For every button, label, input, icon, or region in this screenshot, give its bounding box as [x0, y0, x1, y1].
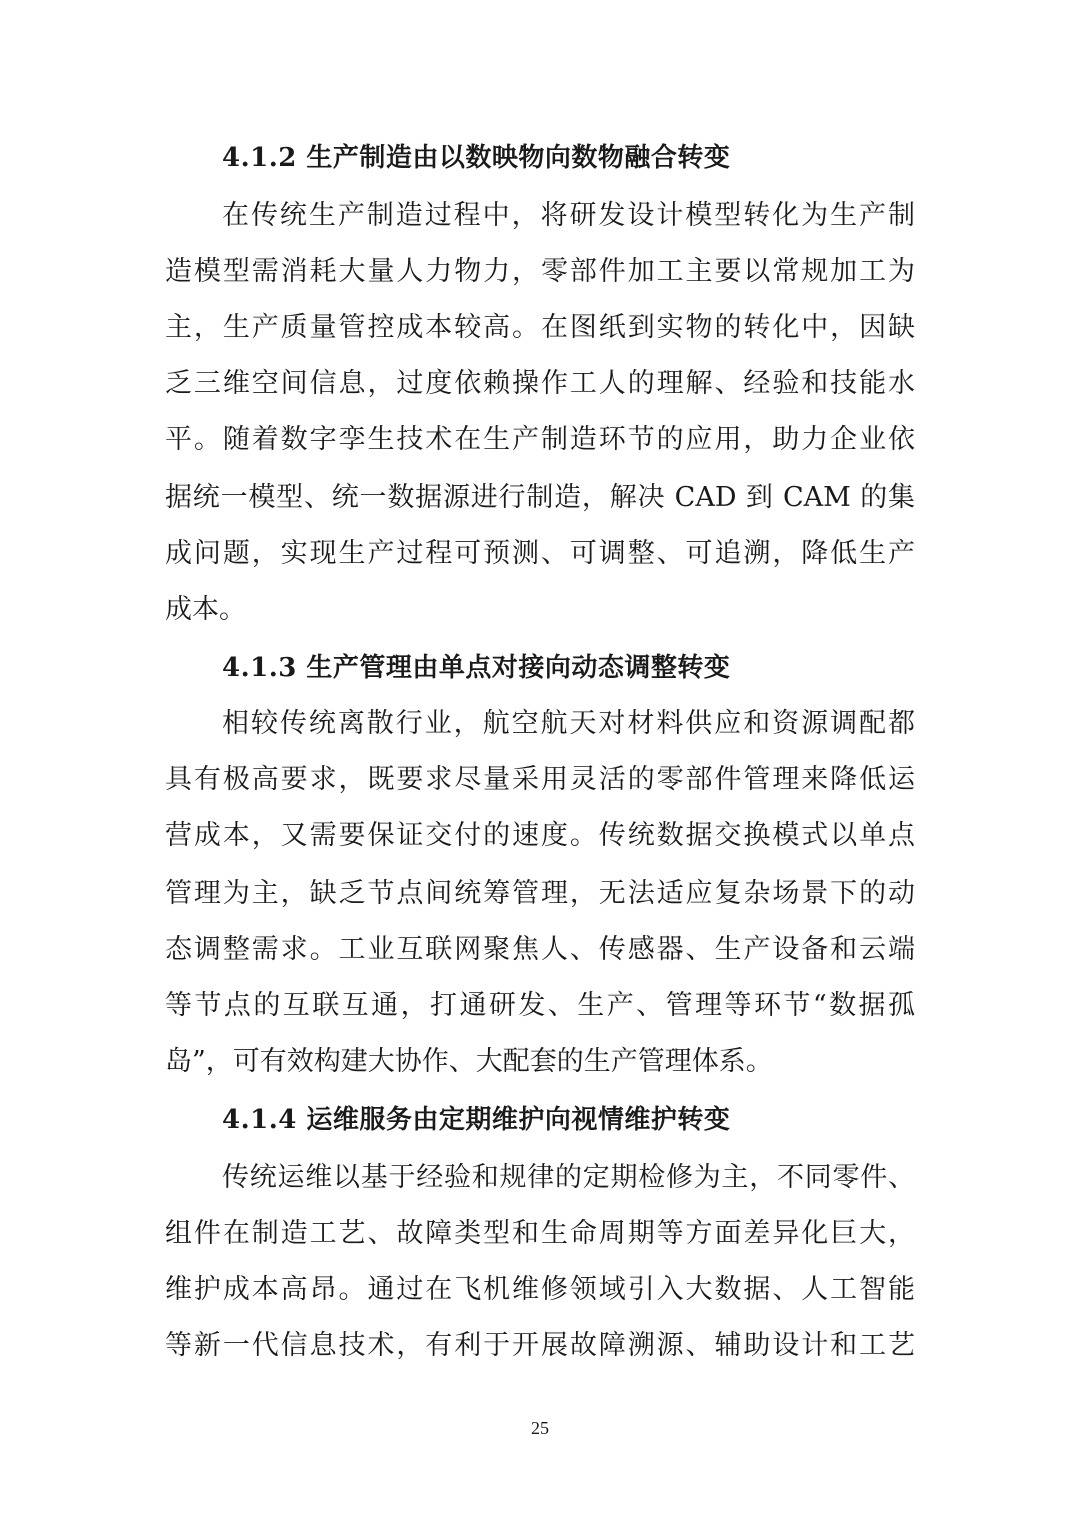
paragraph-line: 营成本，又需要保证交付的速度。传统数据交换模式以单点 [165, 820, 915, 851]
section-heading-4-1-3: 4.1.3 生产管理由单点对接向动态调整转变 [222, 653, 731, 683]
paragraph-line: 态调整需求。工业互联网聚焦人、传感器、生产设备和云端 [165, 934, 915, 965]
section-heading-4-1-2: 4.1.2 生产制造由以数映物向数物融合转变 [222, 143, 731, 173]
paragraph-line: 维护成本高昂。通过在飞机维修领域引入大数据、人工智能 [165, 1274, 915, 1305]
paragraph-line: 成问题，实现生产过程可预测、可调整、可追溯，降低生产 [165, 538, 915, 569]
section-heading-4-1-4: 4.1.4 运维服务由定期维护向视情维护转变 [222, 1105, 731, 1135]
paragraph-line: 在传统生产制造过程中，将研发设计模型转化为生产制 [222, 200, 915, 231]
paragraph-line: 等新一代信息技术，有利于开展故障溯源、辅助设计和工艺 [165, 1330, 915, 1361]
paragraph-line: 平。随着数字孪生技术在生产制造环节的应用，助力企业依 [165, 424, 915, 455]
paragraph-line: 管理为主，缺乏节点间统筹管理，无法适应复杂场景下的动 [165, 878, 915, 909]
paragraph-line: 相较传统离散行业，航空航天对材料供应和资源调配都 [222, 708, 915, 739]
paragraph-line: 具有极高要求，既要求尽量采用灵活的零部件管理来降低运 [165, 764, 915, 795]
paragraph-line: 据统一模型、统一数据源进行制造，解决 CAD 到 CAM 的集 [165, 482, 915, 513]
paragraph-line: 成本。 [165, 594, 246, 625]
paragraph-line: 组件在制造工艺、故障类型和生命周期等方面差异化巨大， [165, 1218, 915, 1249]
paragraph-line: 造模型需消耗大量人力物力，零部件加工主要以常规加工为 [165, 256, 915, 287]
paragraph-line: 等节点的互联互通，打通研发、生产、管理等环节“数据孤 [165, 990, 915, 1021]
page-number: 25 [531, 1418, 549, 1438]
paragraph-line: 传统运维以基于经验和规律的定期检修为主，不同零件、 [222, 1162, 915, 1193]
paragraph-line: 乏三维空间信息，过度依赖操作工人的理解、经验和技能水 [165, 368, 915, 399]
paragraph-line: 岛”，可有效构建大协作、大配套的生产管理体系。 [165, 1046, 773, 1077]
paragraph-line: 主，生产质量管控成本较高。在图纸到实物的转化中，因缺 [165, 312, 915, 343]
